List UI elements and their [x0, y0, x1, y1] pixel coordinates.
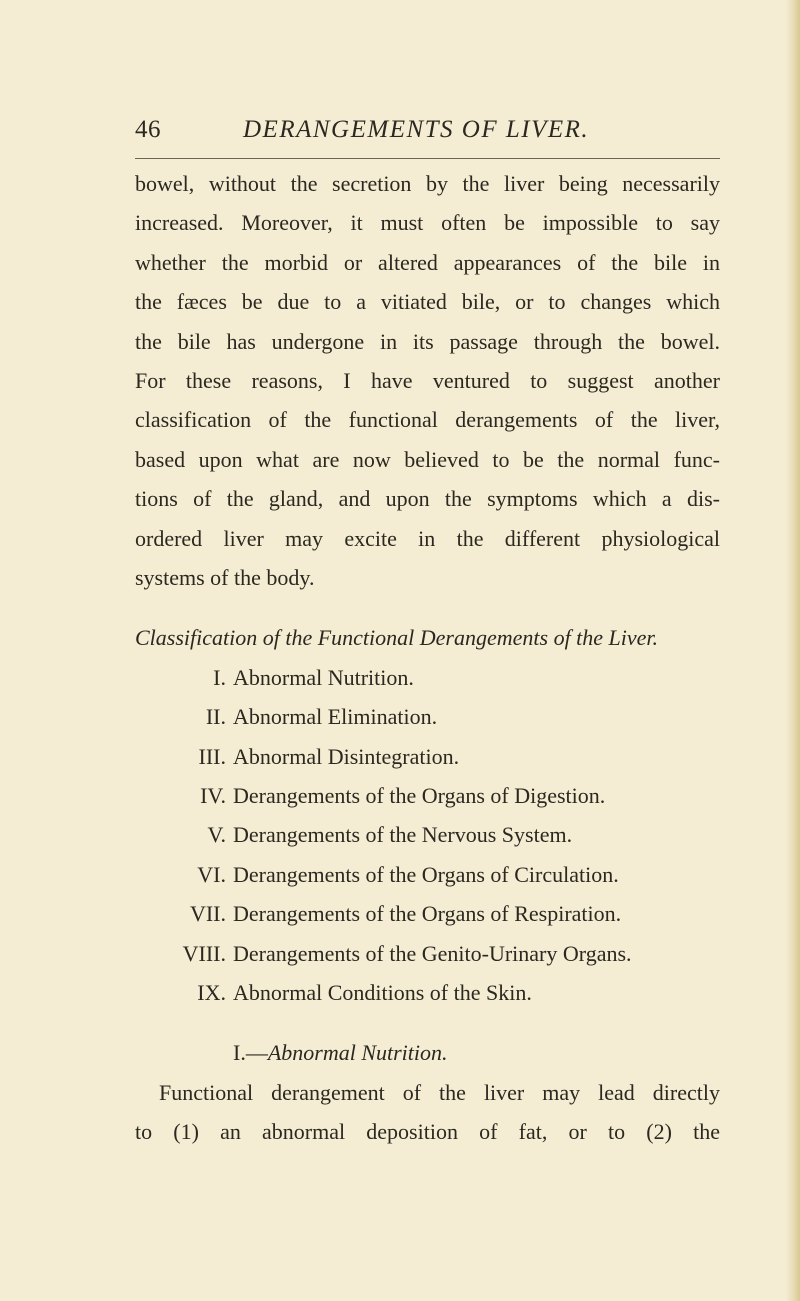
- page-edge: [786, 0, 800, 1301]
- list-item-text: Abnormal Disintegration.: [233, 743, 460, 769]
- list-item-text: Derangements of the Nervous System.: [233, 822, 573, 848]
- list-item: [135, 658, 720, 697]
- list-numeral: IV.: [200, 783, 226, 809]
- section-number: I.: [233, 1040, 246, 1066]
- text-line: tions of the gland, and upon the symptoms which a dis-: [135, 486, 720, 512]
- classification-title: Classification of the Functional Derangements of the Liver.: [135, 625, 659, 651]
- list-numeral: III.: [198, 743, 226, 769]
- text-line: systems of the body.: [135, 565, 315, 591]
- list-item: [135, 934, 720, 973]
- section-title: Abnormal Nutrition.: [267, 1040, 448, 1066]
- list-item-text: Derangements of the Organs of Circulation.: [233, 861, 619, 887]
- list-item-text: Abnormal Elimination.: [233, 704, 438, 730]
- text-line: increased. Moreover, it must often be impossible to say: [135, 210, 720, 236]
- page-body: [135, 164, 720, 1152]
- page-header: [135, 116, 720, 156]
- text-line: classification of the functional derangements of the liver,: [135, 407, 720, 433]
- text-line: whether the morbid or altered appearances of the bile in: [135, 249, 720, 275]
- list-item-text: Abnormal Conditions of the Skin.: [233, 980, 532, 1005]
- section-dash: —: [245, 1040, 268, 1066]
- list-item-text: Derangements of the Organs of Digestion.: [233, 783, 606, 809]
- section-heading: [135, 1033, 720, 1072]
- header-rule: [135, 158, 720, 159]
- list-item: [135, 776, 720, 815]
- text-line: to (1) an abnormal deposition of fat, or to (2) the: [135, 1119, 720, 1145]
- list-item: [135, 737, 720, 776]
- list-numeral: IX.: [197, 980, 226, 1005]
- list-item: [135, 973, 720, 1012]
- page-number: 46: [135, 116, 161, 143]
- text-line: ordered liver may excite in the different physiological: [135, 525, 720, 551]
- classification-list: [135, 658, 720, 1013]
- text-line: For these reasons, I have ventured to suggest another: [135, 368, 720, 394]
- list-item: [135, 697, 720, 736]
- text-line: bowel, without the secretion by the liver being necessarily: [135, 171, 720, 196]
- list-item: [135, 855, 720, 894]
- list-numeral: VII.: [189, 901, 226, 927]
- list-item-text: Derangements of the Organs of Respiration.: [233, 901, 622, 927]
- list-numeral: I.: [213, 664, 226, 690]
- list-numeral: II.: [205, 704, 226, 730]
- list-numeral: VI.: [197, 861, 226, 887]
- text-line: the bile has undergone in its passage through the bowel.: [135, 328, 720, 354]
- text-line: based upon what are now believed to be the normal func-: [135, 446, 720, 472]
- list-item: [135, 815, 720, 854]
- list-item-text: Abnormal Nutrition.: [233, 664, 414, 690]
- paragraph: [135, 1073, 720, 1152]
- running-title: DERANGEMENTS OF LIVER.: [243, 116, 590, 143]
- list-item: [135, 894, 720, 933]
- list-item-text: Derangements of the Genito-Urinary Organs.: [233, 940, 632, 966]
- list-numeral: VIII.: [182, 940, 226, 966]
- paragraph-continued: [135, 164, 720, 597]
- list-numeral: V.: [207, 822, 226, 848]
- text-line: Functional derangement of the liver may lead directly: [159, 1079, 720, 1105]
- text-line: the fæces be due to a vitiated bile, or to changes which: [135, 289, 720, 315]
